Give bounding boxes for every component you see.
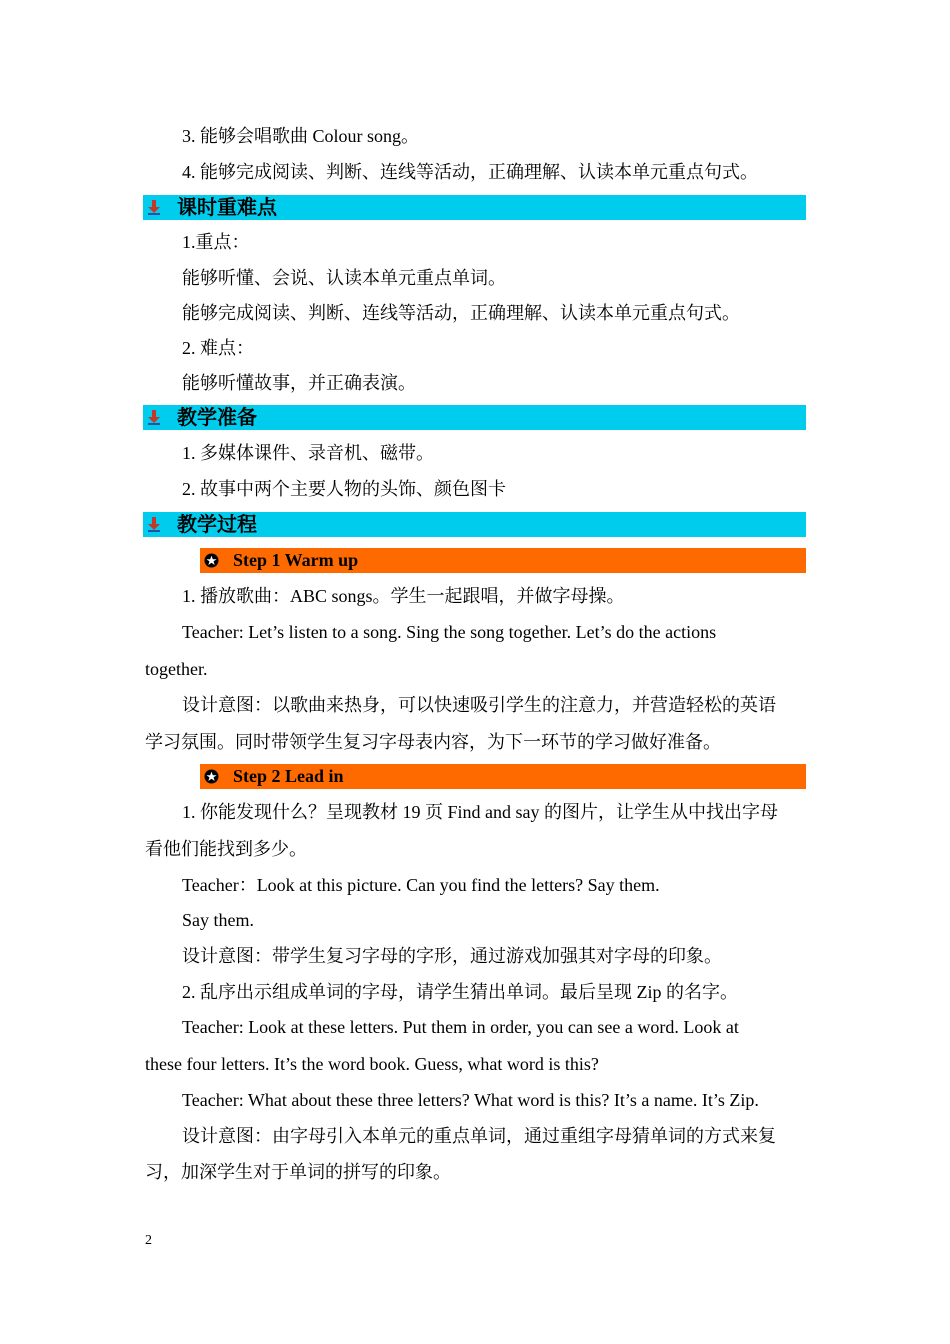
step2-design-intent-2-line-2: 习，加深学生对于单词的拼写的印象。 <box>145 1162 451 1182</box>
step2-paragraph-1-line-2: 看他们能找到多少。 <box>145 839 307 859</box>
section-header-preparation <box>143 405 806 430</box>
step-title: Step 1 Warm up <box>233 550 359 570</box>
arrow-down-icon <box>147 517 161 532</box>
step2-design-intent-2-line-1: 设计意图：由字母引入本单元的重点单词，通过重组字母猜单词的方式来复 <box>182 1126 776 1146</box>
difficult-point-1: 能够听懂故事，并正确表演。 <box>182 373 416 393</box>
step1-paragraph-2-line-1: Teacher: Let’s listen to a song. Sing the song together. Let’s do the actions <box>182 622 717 642</box>
section-header-key-difficult <box>143 195 806 220</box>
step1-paragraph-2-line-2: together. <box>145 659 208 679</box>
step2-teacher-line-2a: Teacher: Look at these letters. Put them in order, you can see a word. Look at <box>182 1017 739 1037</box>
key-point-2: 能够完成阅读、判断、连线等活动，正确理解、认读本单元重点句式。 <box>182 303 740 323</box>
step2-design-intent-1: 设计意图：带学生复习字母的字形，通过游戏加强其对字母的印象。 <box>182 946 722 966</box>
step2-teacher-line-3: Teacher: What about these three letters? What word is this? It’s a name. It’s Zip. <box>182 1090 759 1110</box>
star-circle-icon <box>204 553 219 568</box>
step-header-warm-up <box>200 548 806 573</box>
section-title: 教学过程 <box>177 512 257 536</box>
key-label: 1.重点： <box>182 232 250 252</box>
step2-paragraph-1-line-1: 1. 你能发现什么？呈现教材 19 页 Find and say 的图片，让学生从中找出字母 <box>182 802 778 822</box>
star-circle-icon <box>204 769 219 784</box>
step2-teacher-line-2b: these four letters. It’s the word book. Guess, what word is this? <box>145 1054 599 1074</box>
section-title: 教学准备 <box>177 405 257 429</box>
arrow-down-icon <box>147 200 161 215</box>
step-header-lead-in <box>200 764 806 789</box>
key-point-1: 能够听懂、会说、认读本单元重点单词。 <box>182 268 506 288</box>
goal-item-3: 3. 能够会唱歌曲 Colour song。 <box>182 126 420 146</box>
prep-item-2: 2. 故事中两个主要人物的头饰、颜色图卡 <box>182 479 506 499</box>
step1-paragraph-1: 1. 播放歌曲：ABC songs。学生一起跟唱，并做字母操。 <box>182 586 625 606</box>
step-title: Step 2 Lead in <box>233 766 344 786</box>
step2-teacher-line-1: Teacher：Look at this picture. Can you find the letters? Say them. <box>182 875 660 895</box>
page-number: 2 <box>145 1233 152 1248</box>
section-header-process <box>143 512 806 537</box>
section-title: 课时重难点 <box>177 195 277 219</box>
step2-say-them: Say them. <box>182 910 254 930</box>
step1-design-intent-line-2: 学习氛围。同时带领学生复习字母表内容，为下一环节的学习做好准备。 <box>145 732 721 752</box>
goal-item-4: 4. 能够完成阅读、判断、连线等活动，正确理解、认读本单元重点句式。 <box>182 162 758 182</box>
step2-paragraph-2: 2. 乱序出示组成单词的字母，请学生猜出单词。最后呈现 Zip 的名字。 <box>182 982 738 1002</box>
difficult-label: 2. 难点： <box>182 338 254 358</box>
arrow-down-icon <box>147 410 161 425</box>
prep-item-1: 1. 多媒体课件、录音机、磁带。 <box>182 443 434 463</box>
step1-design-intent-line-1: 设计意图：以歌曲来热身，可以快速吸引学生的注意力，并营造轻松的英语 <box>182 695 776 715</box>
